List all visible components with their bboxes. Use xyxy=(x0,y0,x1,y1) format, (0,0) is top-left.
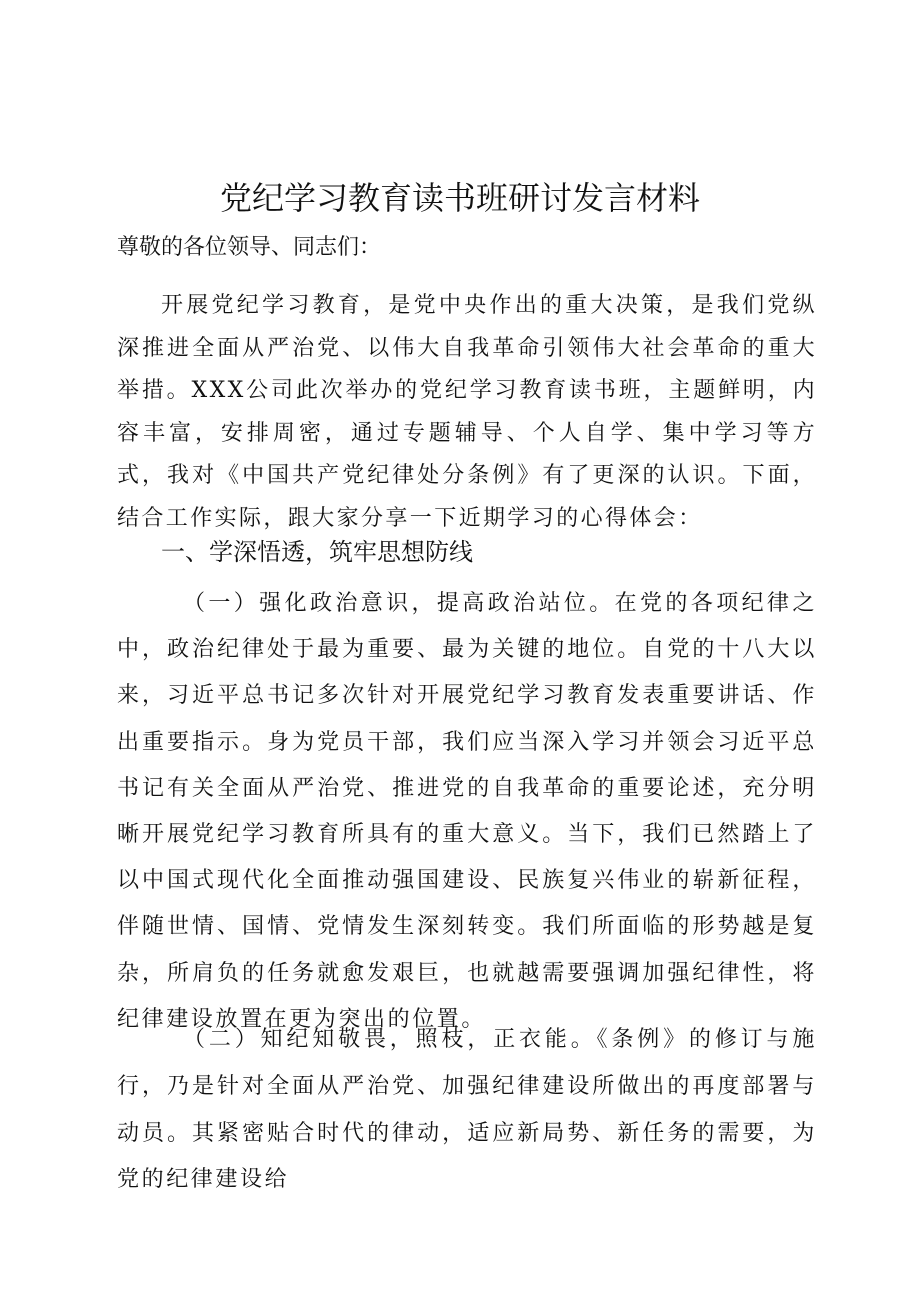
body-paragraph: （二）知纪知敬畏，照枝，正衣能。《条例》的修订与施行，乃是针对全面从严治党、加强纪律建设所做出的再度部署与动员。其紧密贴合时代的律动，适应新局势、新任务的需要，为党的纪律建设给 xyxy=(117,1027,817,1193)
greeting: 尊敬的各位领导、同志们： xyxy=(117,235,382,260)
document-title: 党纪学习教育读书班研讨发言材料 xyxy=(219,179,700,217)
body-paragraph: （一）强化政治意识，提高政治站位。在党的各项纪律之中，政治纪律处于最为重要、最为关键的地位。自党的十八大以来，习近平总书记多次针对开展党纪学习教育发表重要讲话、作出重要指示。身为党员干部，我们应当深入学习并领会习近平总书记有关全面从严治党、推进党的自我革命的重要论述，充分明晰开展党纪学习教育所具有的重大意义。当下，我们已然踏上了以中国式现代化全面推动强国建设、民族复兴伟业的崭新征程，伴随世情、国情、党情发生深刻转变。我们所面临的形势越是复杂，所肩负的任务就愈发艰巨，也就越需要强调加强纪律性，将纪律建设放置在更为突出的位置。 xyxy=(117,591,817,1032)
intro-paragraph: 开展党纪学习教育，是党中央作出的重大决策，是我们党纵深推进全面从严治党、以伟大自我革命引领伟大社会革命的重大举措。XXX公司此次举办的党纪学习教育读书班，主题鲜明，内容丰富，安排周密，通过专题辅导、个人自学、集中学习等方式，我对《中国共产党纪律处分条例》有了更深的认识。下面，结合工作实际，跟大家分享一下近期学习的心得体会： xyxy=(117,293,817,531)
section-heading: 一、学深悟透，筑牢思想防线 xyxy=(161,538,473,566)
